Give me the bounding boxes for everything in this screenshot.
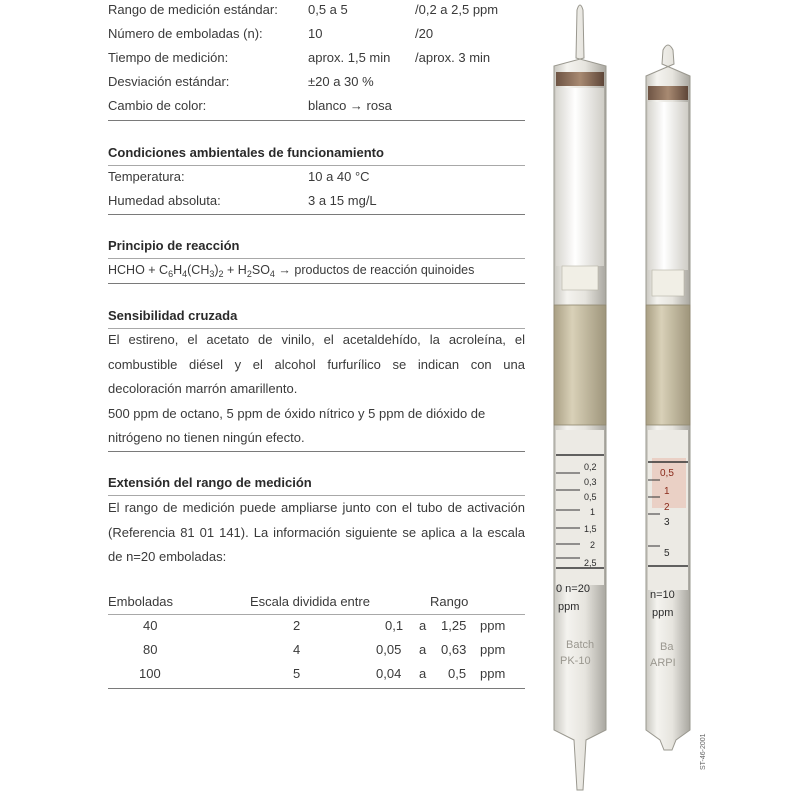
tube-label: ppm	[558, 601, 580, 613]
divider	[108, 283, 525, 284]
section-title-extension: Extensión del rango de medición	[108, 475, 312, 490]
spec-row	[108, 2, 525, 22]
tube-label: ARPI	[650, 657, 676, 669]
env-row	[108, 193, 525, 213]
table-row	[108, 642, 525, 662]
cell-divisor: 5	[293, 666, 301, 681]
cell-unit: ppm	[480, 642, 506, 657]
env-label: Temperatura:	[108, 169, 185, 184]
image-code: ST-46-2001	[700, 733, 707, 770]
tube-label: Batch	[566, 639, 595, 651]
table-row	[108, 666, 525, 686]
cell-strokes: 80	[143, 642, 158, 657]
divider	[108, 120, 525, 121]
paragraph: 500 ppm de octano, 5 ppm de óxido nítrico y 5 ppm de dióxido de nitrógeno no tienen ningún efecto.	[108, 405, 486, 445]
extension-text	[108, 496, 525, 570]
cell-from: 0,1	[385, 618, 404, 633]
spec-row	[108, 50, 525, 70]
tube-label: PK-10	[560, 655, 591, 667]
scale-mark: 2,5	[584, 558, 597, 568]
cell-to: 0,63	[441, 642, 467, 657]
scale-mark: 3	[664, 517, 670, 528]
cell-divisor: 2	[293, 618, 301, 633]
detector-tubes-photo	[540, 0, 750, 800]
section-title-environment: Condiciones ambientales de funcionamiento	[108, 145, 384, 160]
env-value: 10 a 40 °C	[308, 169, 370, 184]
spec-value: blanco → rosa	[308, 98, 392, 113]
cell-a: a	[419, 666, 427, 681]
spec-value-alt: /20	[415, 26, 434, 41]
table-header	[108, 594, 525, 614]
spec-value: 10	[308, 26, 323, 41]
column-header-scale: Escala dividida entre	[250, 594, 370, 609]
paragraph: El estireno, el acetato de vinilo, el acetaldehído, la acroleína, el combustible diésel y el alcohol furfurílico se indican con una decoloración marrón amarillento.	[108, 332, 525, 396]
spec-value: ±20 a 30 %	[308, 74, 374, 89]
spec-row	[108, 26, 525, 46]
cell-strokes: 100	[139, 666, 161, 681]
spec-value-alt: /aprox. 3 min	[415, 50, 491, 65]
cell-from: 0,05	[376, 642, 402, 657]
env-row	[108, 169, 525, 189]
cell-strokes: 40	[143, 618, 158, 633]
cell-to: 0,5	[448, 666, 467, 681]
detector-tube-1	[554, 5, 606, 790]
scale-mark: 1,5	[584, 524, 597, 534]
divider	[108, 688, 525, 689]
scale-mark: 2	[664, 502, 670, 513]
cell-from: 0,04	[376, 666, 402, 681]
table-row	[108, 618, 525, 638]
spec-row	[108, 74, 525, 94]
tube-label: n=10	[650, 589, 675, 601]
scale-mark: 0,2	[584, 462, 597, 472]
detector-tube-2	[646, 45, 690, 750]
divider	[108, 165, 525, 166]
spec-value: aprox. 1,5 min	[308, 50, 391, 65]
scale-mark: 1	[590, 507, 596, 517]
scale-mark: 5	[664, 548, 670, 559]
cell-to: 1,25	[441, 618, 467, 633]
scale-mark: 1	[664, 486, 670, 497]
spec-label: Tiempo de medición:	[108, 50, 229, 65]
scale-mark: 0,3	[584, 477, 597, 487]
tube-label: Ba	[660, 641, 674, 653]
scale-mark: 0,5	[660, 468, 674, 479]
tube-label: 0 n=20	[556, 583, 590, 595]
divider	[108, 614, 525, 615]
divider	[108, 451, 525, 452]
reaction-formula: HCHO + $C_6H_4(CH_3)_2 + H_2SO_4$ → productos de reacción quinoides	[108, 263, 475, 279]
spec-label: Rango de medición estándar:	[108, 2, 278, 17]
divider	[108, 214, 525, 215]
spec-label: Cambio de color:	[108, 98, 207, 113]
spec-value-alt: /0,2 a 2,5 ppm	[415, 2, 499, 17]
cell-unit: ppm	[480, 666, 506, 681]
scale-mark: 0,5	[584, 492, 597, 502]
section-title-reaction: Principio de reacción	[108, 238, 240, 253]
env-label: Humedad absoluta:	[108, 193, 221, 208]
env-value: 3 a 15 mg/L	[308, 193, 377, 208]
spec-label: Número de emboladas (n):	[108, 26, 263, 41]
spec-label: Desviación estándar:	[108, 74, 230, 89]
cell-divisor: 4	[293, 642, 301, 657]
spec-value: 0,5 a 5	[308, 2, 348, 17]
cross-sensitivity-text	[108, 328, 525, 451]
cell-unit: ppm	[480, 618, 506, 633]
cell-a: a	[419, 618, 427, 633]
paragraph: El rango de medición puede ampliarse junto con el tubo de activación (Referencia 81 01 141). La información siguiente se aplica a la escala de n=20 emboladas:	[108, 500, 525, 564]
spec-row	[108, 98, 525, 118]
section-title-cross-sensitivity: Sensibilidad cruzada	[108, 308, 238, 323]
column-header-strokes: Emboladas	[108, 594, 174, 609]
tube-label: ppm	[652, 607, 674, 619]
cell-a: a	[419, 642, 427, 657]
column-header-range: Rango	[430, 594, 469, 609]
scale-mark: 2	[590, 540, 596, 550]
